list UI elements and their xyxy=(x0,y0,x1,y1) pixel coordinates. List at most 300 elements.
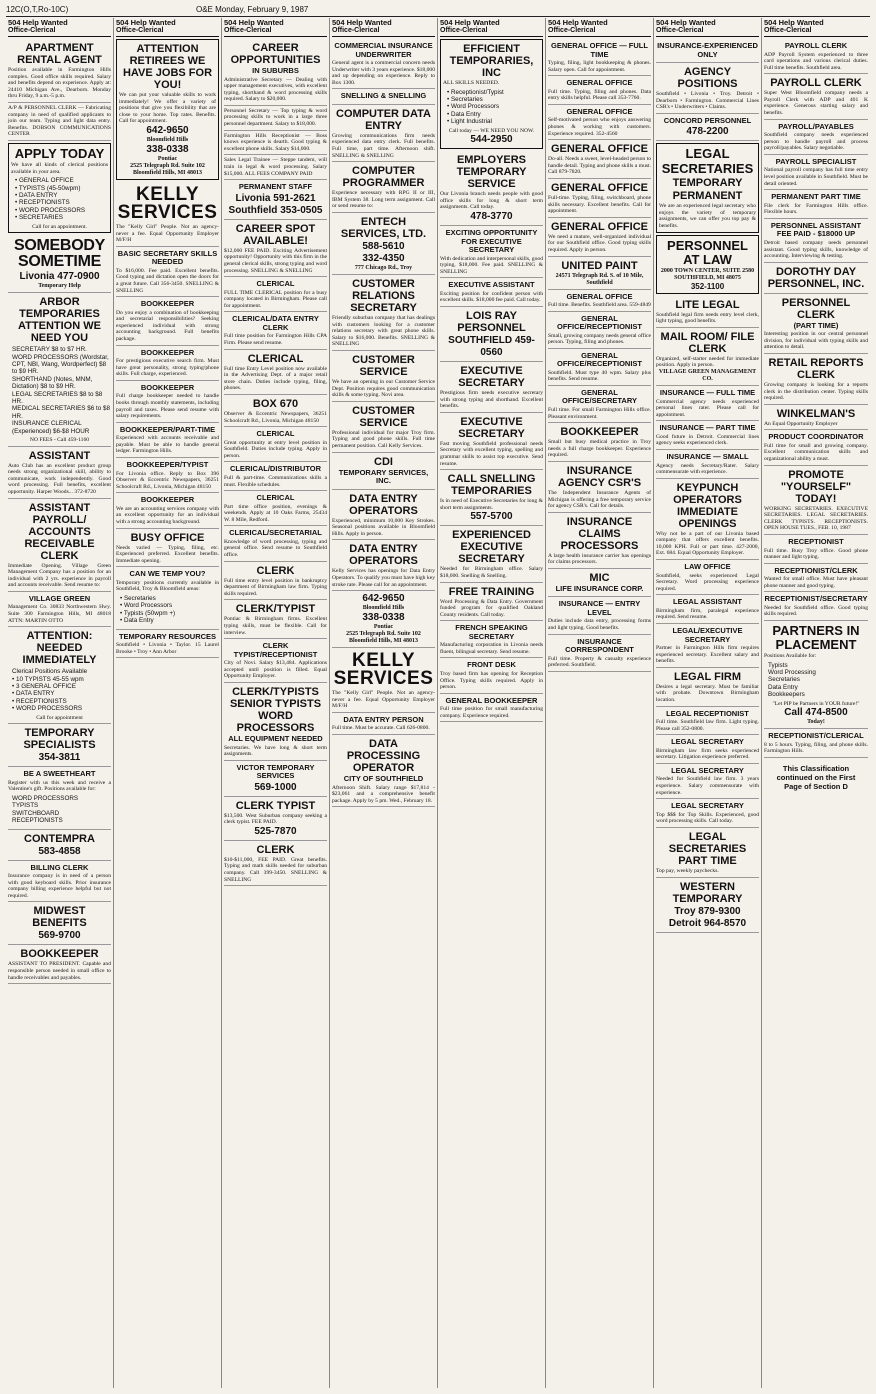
ad-headline: GENERAL OFFICE/SECRETARY xyxy=(561,387,637,406)
classified-ad xyxy=(764,621,868,729)
column-5 xyxy=(438,18,546,1388)
ad-list-item: • Word Processors xyxy=(120,602,173,610)
ad-body: Southfield • Livonia • Troy. Detroit • Dearborn • Farmington. Commercial Lines CSR's • Underwriters • Claims. xyxy=(656,91,759,111)
continued-line-3: Page of Section D xyxy=(784,781,848,791)
ad-body: Full-time. Typing, filing, switchboard, phone skills necessary. Excellent benefits. Call for appointment. xyxy=(548,194,651,215)
ad-headline: RECEPTIONIST/SECRETARY xyxy=(764,594,868,604)
ad-body: To $16,000. Fee paid. Excellent benefits. Good typing and dictation open the doors for a great future. Call 356-3450. SNELLING & SNELLING xyxy=(116,267,219,294)
ad-headline: CAREER SPOT AVAILABLE! xyxy=(235,222,316,247)
ad-body: Full time Entry Level position now available in the Advertising Dept. of a major retail store chain. Duties include typing, filing, phones. xyxy=(224,365,327,392)
ad-headline: PROMOTE "YOURSELF" TODAY! xyxy=(780,468,852,505)
classified-ad xyxy=(224,797,327,841)
ad-phone: 557-5700 xyxy=(470,511,513,523)
legal-line-4: PERMANENT xyxy=(672,190,743,203)
section-header xyxy=(548,18,651,37)
section-header-code: 504 Help Wanted xyxy=(332,18,392,27)
ad-body: Growing company is looking for a reports clerk in the distribution center. Typing skills required. xyxy=(764,381,868,402)
ad-list-item: RECEPTIONISTS xyxy=(12,817,63,825)
ad-headline: APARTMENT RENTAL AGENT xyxy=(17,42,102,66)
ad-headline: PAYROLL SPECIALIST xyxy=(775,156,857,166)
mail-room-body: Organized, self-starter needed for immediate position. Apply in person. xyxy=(656,355,759,369)
classified-ad xyxy=(764,155,868,190)
classified-ad xyxy=(224,220,327,277)
classified-ad xyxy=(656,421,759,450)
ad-headline: CLERICAL/SECRETARIAL xyxy=(229,528,322,538)
ad-body: We are an accounting services company with an excellent opportunity for an individual with a strong accounting background. xyxy=(116,505,219,525)
ad-body: Insurance company is in need of a person with good keyboard skills. Prior insurance company billing experience helpful but not required. xyxy=(8,873,111,899)
section-header xyxy=(440,18,543,37)
ad-body: Experienced with accounts receivable and payable. Must be able to handle general ledger. Farmington Hills. xyxy=(116,435,219,455)
ad-body: Kelly Services has openings for Data Entry Operators. To qualify you must have high key stroke rate. Please call for an appointment. xyxy=(332,568,435,588)
ad-body: Full time. Property & casualty experience preferred. Southfield. xyxy=(548,655,651,669)
ad-body: We can put your valuable skills to work immediately! We offer a variety of positions that give you flexibility that are close to your home. Top rates. Benefits. Call for appointment. xyxy=(119,92,216,125)
ad-headline: EXECUTIVE SECRETARY xyxy=(458,415,525,440)
section-header-code: 504 Help Wanted xyxy=(656,18,716,27)
classified-ad xyxy=(764,39,868,74)
ad-body: Partner in Farmington Hills firm requires experienced secretary. Excellent salary and benefits. xyxy=(656,645,759,665)
ad-note: Call for an appointment. xyxy=(32,223,87,230)
ad-subhead: (PART TIME) xyxy=(793,320,839,330)
ad-headline: LEGAL SECRETARY xyxy=(671,737,744,747)
ad-headline: BOOKKEEPER/TYPIST xyxy=(126,460,209,470)
ad-headline: GENERAL OFFICE/RECEPTIONIST xyxy=(556,350,642,369)
ad-headline: BOOKKEEPER xyxy=(140,495,195,505)
classified-ad xyxy=(764,535,868,564)
section-header-code: 504 Help Wanted xyxy=(548,18,608,27)
ad-headline: LEGAL SECRETARY xyxy=(671,801,744,811)
ad-headline: PERMANENT STAFF xyxy=(238,182,313,192)
ad-list-item: INSURANCE CLERICAL (Experienced) $6-$8 HOUR xyxy=(12,420,90,435)
ad-body: Birmingham firm, paralegal experience required. Send resume. xyxy=(656,607,759,621)
ad-body: Southfield, seeks experienced Legal Secretary. Word processing experience required. xyxy=(656,572,759,592)
ad-headline: BOOKKEEPER/PART-TIME xyxy=(119,424,216,434)
ad-headline: CLERICAL xyxy=(256,493,295,503)
ad-subhead: TEMPORARY SERVICES, INC. xyxy=(338,467,429,486)
classified-ad xyxy=(224,312,327,349)
classified-ad xyxy=(224,462,327,491)
ad-body: Management Co. 30833 Northwestern Hwy. Suite 300 Farmington Hills, MI 48018 ATTN: MARTIN OTTO xyxy=(8,604,111,624)
ad-headline: COMPUTER PROGRAMMER xyxy=(342,165,425,190)
classified-ad xyxy=(764,120,868,155)
classified-columns xyxy=(6,18,870,1388)
kelly-services-logo: KELLY SERVICES xyxy=(333,650,434,690)
classified-ad xyxy=(548,597,651,634)
ad-headline: UNITED PAINT xyxy=(561,259,638,272)
classified-ad xyxy=(8,103,111,141)
classified-ad xyxy=(548,76,651,105)
ad-address: 2525 Telegraph Rd. Suite 102 Bloomfield Hills, MI 48013 xyxy=(346,631,421,645)
ad-headline: CLERK/TYPIST xyxy=(235,603,316,616)
ad-headline: RECEPTIONIST/CLERICAL xyxy=(768,731,864,741)
section-header-sub: Office-Clerical xyxy=(764,27,812,34)
classified-ad xyxy=(8,902,111,945)
ad-body: Full time. Benefits. Southfield area. 559-4849 xyxy=(548,302,651,308)
ad-note: NO FEES - Call 459-1160 xyxy=(29,437,90,444)
column-6 xyxy=(546,18,654,1388)
ad-body: Full charge bookkeeper needed to handle books through monthly statements, including payroll and taxes. Please send resume with salary requirements. xyxy=(116,393,219,420)
column-8 xyxy=(762,18,870,1388)
lite-legal-ad xyxy=(656,296,759,328)
ad-list-item: • DATA ENTRY xyxy=(15,191,58,199)
ad-phone: SOUTHFIELD 459-0560 xyxy=(448,334,535,358)
ad-body: Full time. Typing, filing and phones. Data entry skills helpful. Please call 353-7760. xyxy=(548,88,651,102)
ad-body: Position available in Farmington Hills complex. Good office skills required. Salary and benefits depend on experience. Apply at: 24410 Michigan Ave., Dearborn. Monday thru Friday, 9 a.m.-5 p.m. xyxy=(8,67,111,100)
ad-body: Manufacturing corporation in Livonia needs fluent, bilingual secretary. Send resume. xyxy=(440,642,543,655)
classified-ad xyxy=(656,799,759,828)
classified-ad xyxy=(440,694,543,723)
column-1 xyxy=(6,18,114,1388)
ad-phone-2: 338-0338 xyxy=(362,612,405,624)
ad-body: Super West Bloomfield company needs a Payroll Clerk with ADP and 401 K experience. Generous starting salary and benefits. xyxy=(764,90,868,117)
ad-headline: WINKELMAN'S xyxy=(776,407,856,420)
classified-ad xyxy=(764,564,868,593)
ad-headline: DATA PROCESSING OPERATOR xyxy=(346,738,421,774)
continued-notice xyxy=(764,764,868,791)
section-header xyxy=(8,18,111,37)
classified-ad xyxy=(440,621,543,658)
ad-headline: CUSTOMER SERVICE xyxy=(352,404,415,429)
ad-list-item: SECRETARY $8 to $7 HR. xyxy=(12,346,87,354)
ad-body: Interesting position in our central personnel division, for individual with typing skills and attention to detail. xyxy=(764,331,868,351)
classified-ad xyxy=(8,293,111,446)
ad-phone-location-2: Pontiac xyxy=(373,624,394,631)
section-header-code: 504 Help Wanted xyxy=(8,18,68,27)
classified-ad xyxy=(764,219,868,263)
classified-ad xyxy=(548,179,651,218)
page-masthead xyxy=(6,2,870,17)
section-header-code: 504 Help Wanted xyxy=(116,18,176,27)
continued-line-1: This Classification xyxy=(782,763,850,773)
ad-headline: EFFICIENT TEMPORARIES, INC xyxy=(449,43,534,79)
ad-list-item: Bookkeepers xyxy=(768,691,805,699)
ad-headline: LAW OFFICE xyxy=(684,562,731,572)
ad-list xyxy=(12,795,111,825)
classified-ad xyxy=(440,307,543,362)
ad-headline: MIDWEST BENEFITS xyxy=(32,905,87,930)
classified-ad xyxy=(332,275,435,351)
personnel-at-law-title: PERSONNEL AT LAW xyxy=(667,237,748,267)
ad-phone-location: Today! xyxy=(807,719,825,726)
classified-ad xyxy=(548,39,651,76)
ad-headline: BOOKKEEPER xyxy=(140,382,195,392)
ad-list-item: Data Entry xyxy=(768,683,798,691)
ad-headline: ENTECH SERVICES, LTD. xyxy=(340,216,427,241)
ad-headline: DATA ENTRY OPERATORS xyxy=(349,543,418,568)
column-2 xyxy=(114,18,222,1388)
ad-headline: LEGAL ASSISTANT xyxy=(672,597,743,607)
lite-legal-title: LITE LEGAL xyxy=(675,298,740,311)
section-header xyxy=(116,18,219,37)
section-header-sub: Office-Clerical xyxy=(548,27,596,34)
ad-headline: SOMEBODY SOMETIME xyxy=(14,237,105,271)
ad-body: Southfield • Livonia • Taylor. 15 Laurel Brooke • Troy • Ann Arbor xyxy=(116,642,219,655)
ad-headline: DOROTHY DAY PERSONNEL, INC. xyxy=(767,265,865,290)
classified-ad xyxy=(224,350,327,395)
ad-headline: BUSY OFFICE xyxy=(130,531,205,544)
classified-ad xyxy=(548,569,651,598)
ad-body: Full time position for Farmington Hills CPA Firm. Please send resume. xyxy=(224,333,327,346)
personnel-at-law-ad xyxy=(656,235,759,294)
ad-list-item: LEGAL SECRETARIES $8 to $8 HR. xyxy=(12,390,103,405)
ad-headline: CLERK TYPIST/RECEPTIONIST xyxy=(233,641,318,659)
ad-body: Small, growing company needs general office person. Typing, filing and phones. xyxy=(548,332,651,346)
section-header-sub: Office-Clerical xyxy=(332,27,380,34)
classified-ad xyxy=(440,278,543,307)
ad-list-item: • 3 GENERAL OFFICE xyxy=(12,683,76,691)
classified-ad xyxy=(548,386,651,423)
ad-headline: SNELLING & SNELLING xyxy=(340,91,427,101)
ad-headline: KEYPUNCH OPERATORS IMMEDIATE OPENINGS xyxy=(673,481,742,530)
classified-ad xyxy=(332,735,435,807)
ad-headline: LOIS RAY PERSONNEL xyxy=(457,309,526,334)
ad-headline: TEMPORARY SPECIALISTS xyxy=(23,727,96,752)
classified-ad xyxy=(332,453,435,490)
ad-headline: BOOKKEEPER xyxy=(140,347,195,357)
ad-list-item: SHORTHAND (Notes, MNM, Dictation) $8 to $9 HR. xyxy=(12,375,93,391)
ad-headline: CDI xyxy=(374,455,393,468)
ad-headline: GENERAL BOOKKEEPER xyxy=(445,695,538,705)
ad-headline: CLERICAL/DATA ENTRY CLERK xyxy=(232,314,319,332)
ad-headline: ASSISTANT PAYROLL/ ACCOUNTS RECEIVABLE CLERK xyxy=(24,501,95,562)
ad-headline: LEGAL RECEPTIONIST xyxy=(666,708,749,718)
ad-body: Birmingham law firm seeks experienced secretary. Litigation experience preferred. xyxy=(656,747,759,761)
ad-body: Full time. For small Farmington Hills office. Pleasant environment. xyxy=(548,406,651,420)
ad-list-item: • Typists (50wpm +) xyxy=(120,609,176,617)
classified-ad xyxy=(548,218,651,257)
ad-phone-2: Detroit 964-8570 xyxy=(668,917,747,929)
ad-body: Needed for Southfield office. Good typing skills required. xyxy=(764,604,868,618)
ad-body: The "Kelly Girl" People. Not an agency-never a fee. Equal Opportunity Employer M/F/H xyxy=(116,223,219,244)
ad-body: ALL SKILLS NEEDED. xyxy=(443,80,500,86)
classified-ad xyxy=(8,447,111,499)
ad-headline: GENERAL OFFICE xyxy=(551,143,648,156)
ad-phone: 478-2200 xyxy=(686,126,729,138)
ad-headline: EXCITING OPPORTUNITY FOR EXECUTIVE SECRETARY xyxy=(445,228,538,254)
ad-headline: BILLING CLERK xyxy=(30,862,89,872)
ad-body: Needed for Southfield law firm. 3 years experience. Salary commensurate with experience. xyxy=(656,776,759,796)
ad-body: For prestigious executive search firm. Must have great personality, strong typing/phone skills. Full charge, experienced. xyxy=(116,358,219,378)
ad-headline: DATA ENTRY OPERATORS xyxy=(349,492,418,517)
classified-ad xyxy=(656,595,759,624)
section-header-sub: Office-Clerical xyxy=(656,27,704,34)
ad-headline: INSURANCE CORRESPONDENT xyxy=(565,636,634,655)
classified-ad xyxy=(116,39,219,180)
column-7 xyxy=(654,18,762,1388)
ad-body: Duties include data entry, processing forms and light typing. Good benefits. xyxy=(548,618,651,631)
ad-headline: GENERAL OFFICE/RECEPTIONIST xyxy=(556,313,642,332)
classified-ad xyxy=(332,713,435,735)
ad-headline: BE A SWEETHEART xyxy=(23,769,96,779)
ad-list-item: • WORD PROCESSORS xyxy=(12,705,83,713)
ad-phone: 354-3811 xyxy=(38,752,81,764)
ad-headline: BOOKKEEPER xyxy=(20,948,99,961)
ad-list xyxy=(120,595,219,625)
classified-ad xyxy=(656,764,759,799)
classified-ad xyxy=(224,841,327,886)
classified-ad xyxy=(116,247,219,297)
ad-body: Sales Legal Trainee — Steppe tandem, will train in legal & word processing. Salary $15,000. ALL FEES COMPANY PAID xyxy=(224,157,327,177)
ad-list-item: TYPISTS xyxy=(12,802,39,810)
ad-note: Call for appointment xyxy=(36,714,83,721)
ad-headline: EMPLOYERS TEMPORARY SERVICE xyxy=(456,154,527,191)
classified-ad xyxy=(8,39,111,103)
classified-ad xyxy=(440,526,543,582)
ad-address: 2525 Telegraph Rd. Suite 102 Bloomfield Hills, MI 48013 xyxy=(130,162,205,176)
classified-ad xyxy=(656,386,759,421)
ad-headline: RECEPTIONIST xyxy=(788,537,844,546)
ad-list-item: Word Processing xyxy=(768,669,816,677)
classified-ad xyxy=(116,182,219,247)
ad-body: Temporary positions currently available in Southfield, Troy & Bloomfield areas: xyxy=(116,579,219,593)
ad-list-item: • Data Entry xyxy=(120,617,154,625)
classified-ad xyxy=(224,491,327,526)
ad-headline: TEMPORARY RESOURCES xyxy=(118,631,217,641)
classified-ad xyxy=(548,635,651,672)
ad-headline: AGENCY POSITIONS xyxy=(677,66,738,90)
ad-body: Prestigious firm needs executive secretary with strong typing and shorthand. Excellent benefits. xyxy=(440,389,543,410)
classified-ad xyxy=(656,668,759,707)
ad-body: Positions Available for: xyxy=(764,653,817,660)
ad-headline: APPLY TODAY xyxy=(14,145,105,161)
classified-ad xyxy=(548,257,651,290)
classified-ad xyxy=(764,592,868,621)
ad-headline: RETAIL REPORTS CLERK xyxy=(768,356,864,381)
ad-body: Full & part-time. Communications skills a must. Flexible schedules. xyxy=(224,474,327,488)
ad-phone: 588-5610 xyxy=(362,241,405,253)
ad-headline: LEGAL SECRETARY xyxy=(671,765,744,775)
ad-headline: CLERK TYPIST xyxy=(235,799,316,812)
ad-headline: EXECUTIVE SECRETARY xyxy=(458,364,525,389)
ad-list-item: Secretaries xyxy=(768,676,800,684)
classified-ad xyxy=(332,540,435,591)
classified-ad xyxy=(656,479,759,560)
classified-ad xyxy=(548,312,651,349)
ad-headline: INSURANCE-EXPERIENCED ONLY xyxy=(657,41,758,59)
ad-phone-2: 338-0338 xyxy=(146,143,189,155)
ad-subhead: ALL EQUIPMENT NEEDED xyxy=(228,734,323,743)
ad-body: A large health insurance carrier has openings for claims processors. xyxy=(548,552,651,566)
classified-ad xyxy=(8,861,111,903)
ad-body: Full time position for small manufacturing company. Experience required. xyxy=(440,706,543,719)
ad-headline: CAN WE TEMP YOU? xyxy=(129,569,206,579)
ad-body: Great opportunity at entry level position in Southfield. Duties include typing. Apply in person. xyxy=(224,439,327,459)
ad-body: Farmington Hills Receptionist — Boss knows experience is dearth. Good typing & excellent phone skills. Salary $14,000. xyxy=(224,132,327,152)
ad-headline: INSURANCE — PART TIME xyxy=(659,423,756,433)
classified-ad xyxy=(548,140,651,179)
ad-body: Southfield company needs experienced person to handle payroll and process payroll/payables. Salary negotiable. xyxy=(764,132,868,152)
classified-ad xyxy=(656,63,759,114)
ad-headline: CUSTOMER SERVICE xyxy=(352,354,415,378)
ad-body: Experienced, minimum 10,000 Key Strokes. Seasonal positions available in Bloomfield Hills. Apply in person. xyxy=(332,517,435,537)
classified-ad xyxy=(656,114,759,142)
ad-phone: Livonia 477-0900 xyxy=(19,271,100,283)
legal-line-1: LEGAL xyxy=(685,146,730,162)
ad-body: Top $$$ for Top Skills. Experienced, good word processing skills. Call today. xyxy=(656,811,759,825)
classified-ad xyxy=(764,430,868,465)
classified-ad xyxy=(224,600,327,639)
classified-ad xyxy=(548,423,651,462)
ad-body: Commercial agency needs experienced personal lines rater. Please call for appointment. xyxy=(656,398,759,418)
ad-list-item: • Data Entry xyxy=(447,110,481,118)
ad-list-item: • Secretaries xyxy=(447,96,483,103)
ad-phone: Troy 879-9300 xyxy=(674,905,741,917)
section-header-code: 504 Help Wanted xyxy=(440,18,500,27)
ad-note: Call today — WE NEED YOU NOW. xyxy=(448,127,535,134)
ad-headline: PERSONNEL ASSISTANT FEE PAID - $18000 UP xyxy=(770,220,862,239)
ad-headline: BOX 670 xyxy=(252,397,299,410)
ad-body: Full time. Southfield law firm. Light typing. Please call 352-0800. xyxy=(656,719,759,732)
ad-body: Why not be a part of our Livonia based company that offers excellent benefits. 10,000 KPH. Full or part time. 427-2000, Ext. 684. Equal Opportunity Employer. xyxy=(656,530,759,557)
classified-ad xyxy=(332,162,435,213)
classified-ad xyxy=(440,583,543,622)
ad-body: ASSISTANT TO PRESIDENT. Capable and responsible person needed in small office to handle receivables and payables. xyxy=(8,961,111,981)
ad-body: Afternoon Shift. Salary range $17,814 - $23,061 and a comprehensive benefit package. Apply by 5 pm. Wed., February 18. xyxy=(332,784,435,804)
ad-phone-2: Southfield 353-0505 xyxy=(228,204,323,216)
classified-ad xyxy=(440,226,543,278)
ad-headline: FREE TRAINING xyxy=(448,585,535,598)
classified-ad xyxy=(332,402,435,453)
ad-body: Troy based firm has opening for Reception Office. Typing skills required. Apply in person. xyxy=(440,670,543,691)
classified-ad xyxy=(764,466,868,535)
ad-list-item: WORD PROCESSORS xyxy=(12,794,79,802)
continued-line-2: continued on the First xyxy=(776,772,856,782)
classified-ad xyxy=(224,180,327,220)
ad-body: Full time for small and growing company. Excellent communication skills and organizational ability a must. xyxy=(764,442,868,463)
ad-body: We have an opening in our Customer Service Dept. Position requires good communication skills & some typing. Novi area. xyxy=(332,379,435,399)
ad-body: Administrative Secretary — Dealing with upper management executives, with excellent typing, shorthand & word processing skills required. Salary to $20,000. xyxy=(224,76,327,103)
ad-list-item: • Secretaries xyxy=(120,595,156,603)
ad-headline: VICTOR TEMPORARY SERVICES xyxy=(236,762,315,781)
classified-ad xyxy=(116,381,219,423)
classified-ad xyxy=(764,729,868,758)
ad-body: We need a mature, well-organized individual for our Southfield office. Good typing skills required. Apply in person. xyxy=(548,233,651,253)
classified-ad xyxy=(440,151,543,226)
ad-phone-location: Bloomfield Hills xyxy=(146,136,189,143)
ad-list xyxy=(768,662,868,699)
classified-ad xyxy=(656,707,759,736)
ad-headline: ATTENTION: NEEDED IMMEDIATELY xyxy=(22,630,97,667)
ad-phone: 544-2950 xyxy=(470,134,513,146)
ad-phone: 642-9650 xyxy=(146,124,189,136)
ad-body: Desires a legal secretary. Must be familiar with probate. Downtown Birmingham location. xyxy=(656,683,759,703)
ad-body: Needs varied — Typing, filing, etc. Experienced preferred. Excellent benefits. Immediate opening. xyxy=(116,544,219,564)
classified-ad xyxy=(332,648,435,713)
classified-ad xyxy=(116,529,219,568)
classified-ad xyxy=(764,74,868,119)
ad-body: Do you enjoy a combination of bookkeeping and secretarial responsibilities? Seeking experienced individual with strong accounting background. Full benefits package. xyxy=(116,309,219,342)
ad-headline: PERMANENT PART TIME xyxy=(771,192,861,202)
classified-ad xyxy=(548,105,651,140)
ad-body: Our Livonia branch needs people with good office skills for long & short term assignments. Call today. xyxy=(440,191,543,211)
ad-body: For Livonia office. Reply to Box 396 Observer & Eccentric Newspapers, 36251 Schoolcraft Rd., Livonia, Michigan 48150 xyxy=(116,470,219,490)
ad-headline: CLERK/TYPISTS SENIOR TYPISTS WORD PROCESSORS xyxy=(229,686,322,734)
ad-body: Fast moving Southfield professional needs Secretary with excellent typing, spelling and grammar skills to assist top executive. Send resume. xyxy=(440,440,543,467)
legal-body: We are an experienced legal secretary who enjoys the variety of temporary assignments, we can offer you top pay & benefits. xyxy=(659,203,756,230)
legal-line-3: TEMPORARY xyxy=(672,177,743,190)
personnel-at-law-address: 2000 TOWN CENTER, SUITE 2580 SOUTHFIELD, MI 48075 xyxy=(660,267,755,281)
ad-phone-location: Bloomfield Hills xyxy=(362,605,405,612)
ad-list-item: MEDICAL SECRETARIES $6 to $8 HR. xyxy=(12,405,110,420)
ad-body: The Independent Insurance Agents of Michigan is offering a free temporary service for agency CSR's. Call for details. xyxy=(548,489,651,510)
section-header-sub: Office-Clerical xyxy=(116,27,164,34)
ad-body: Experience necessary with RPG II or III, IBM System 38. Long term assignment. Call or send resume to: xyxy=(332,190,435,210)
ad-body: Friendly suburban company that has dealings with customers looking for a customer relations secretary with great phone skills. Salary to $16,000. Benefits. SNELLING & SNELLING xyxy=(332,315,435,348)
classified-ad xyxy=(8,945,111,984)
ad-headline: CALL SNELLING TEMPORARIES xyxy=(447,473,536,498)
ad-headline: VILLAGE GREEN xyxy=(28,593,91,603)
masthead-code: 12C(O,T,Ro-10C) xyxy=(6,5,69,14)
classified-ad xyxy=(764,294,868,354)
